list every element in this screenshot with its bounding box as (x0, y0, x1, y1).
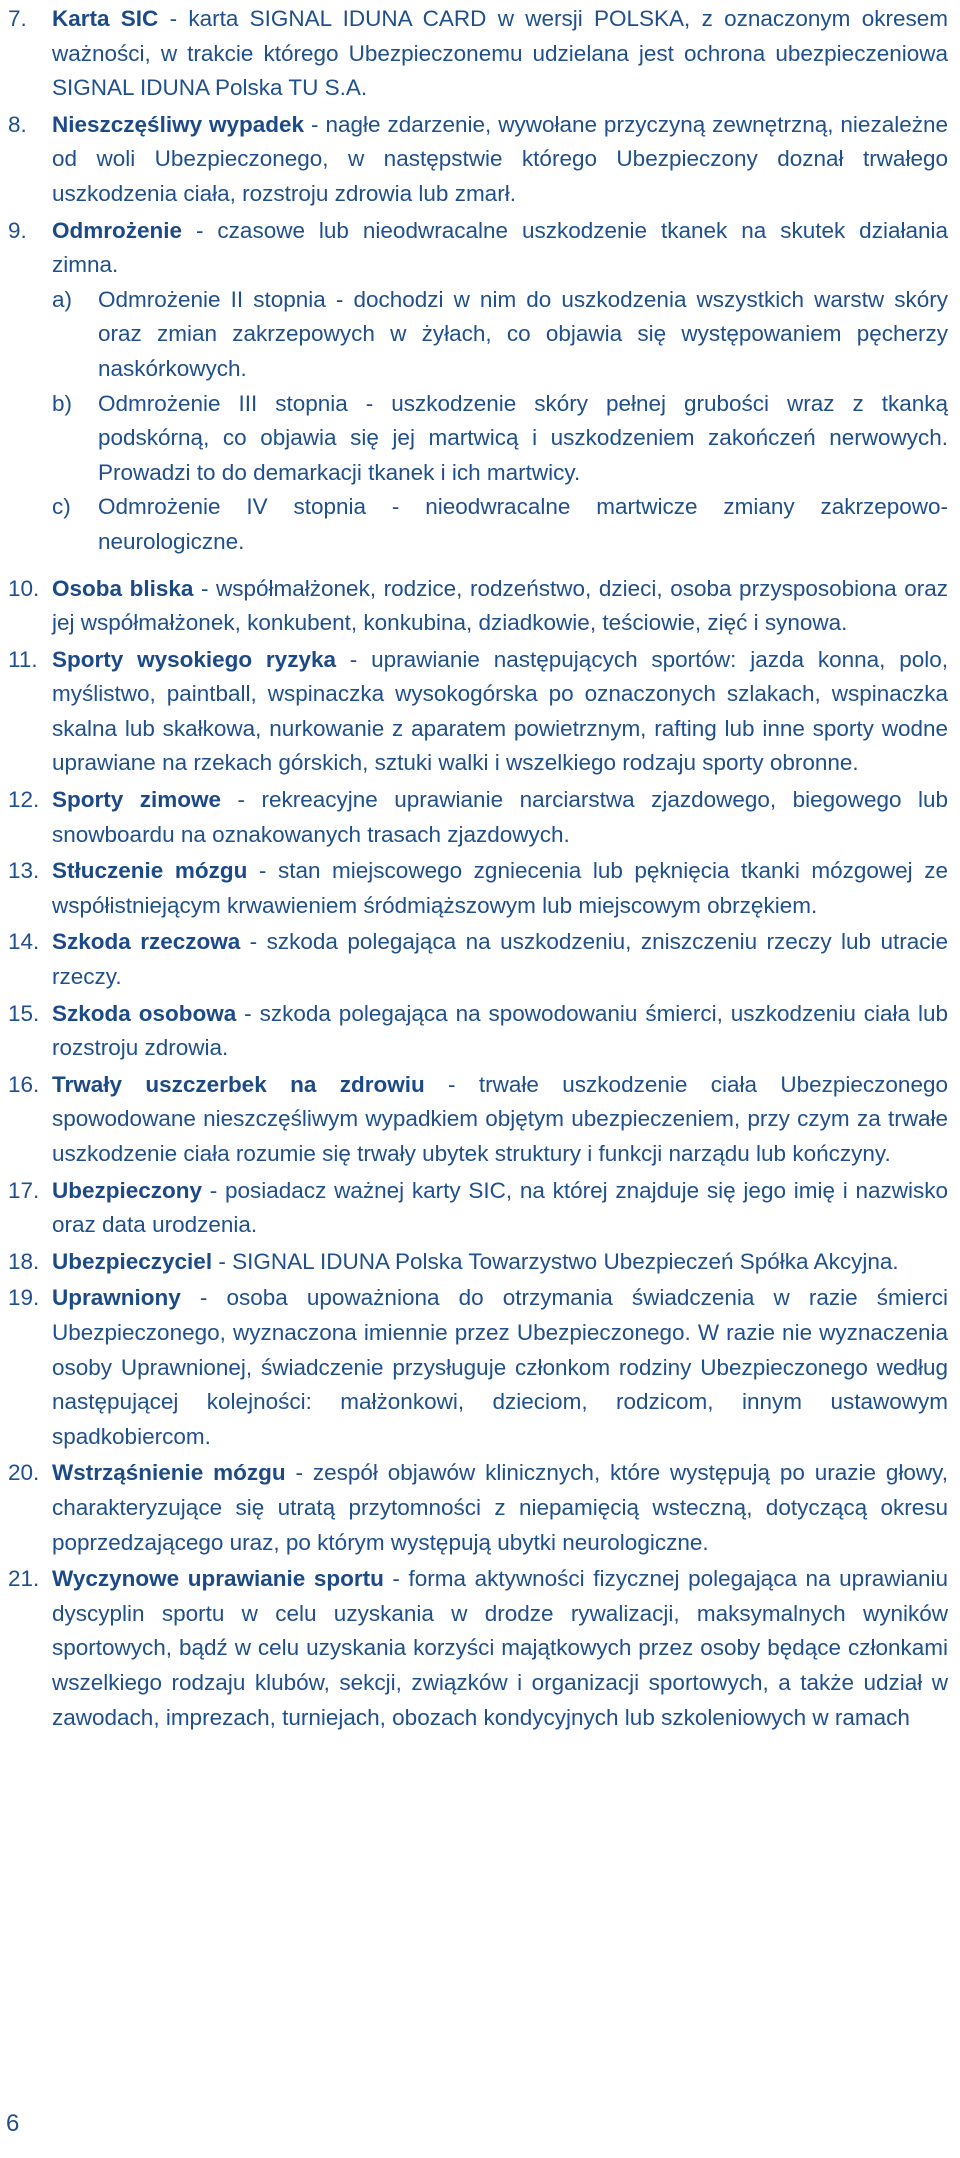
definition-number: 11. (8, 646, 38, 672)
definition-text: - SIGNAL IDUNA Polska Towarzystwo Ubezpieczeń Spółka Akcyjna. (212, 1248, 899, 1274)
subitem-text: Odmrożenie II stopnia - dochodzi w nim do uszkodzenia wszystkich warstw skóry oraz zmian zakrzepowych w żyłach, co objawia się występowaniem pęcherzy naskórkowych. (98, 286, 948, 381)
subitem-letter: a) (52, 286, 73, 312)
definition-term: Sporty wysokiego ryzyka (52, 646, 336, 672)
definition-item (0, 643, 960, 781)
definition-text: - zespół objawów klinicznych, które występują po urazie głowy, charakteryzujące się utratą przytomności z niepamięcią wsteczną, dotyczącą okresu poprzedzającego uraz, po którym występują ubytki neurologiczne. (52, 1460, 948, 1555)
page-number: 6 (6, 2110, 20, 2137)
definition-term: Karta SIC (52, 6, 159, 31)
definition-term: Trwały uszczerbek na zdrowiu (52, 1071, 425, 1097)
definition-number: 21. (8, 1566, 40, 1592)
frostbite-subitem (52, 490, 948, 559)
definition-number: 18. (8, 1248, 40, 1274)
frostbite-subitem (52, 387, 948, 491)
definition-item (0, 108, 960, 212)
definition-number: 13. (8, 858, 40, 884)
definition-number: 7. (8, 6, 27, 31)
definition-text: - stan miejscowego zgniecenia lub pęknięcia tkanki mózgowej ze współistniejącym krwawieniem śródmiąższowym lub miejscowym obrzękiem. (52, 858, 948, 918)
subitem-letter: c) (52, 494, 71, 520)
definition-text: - osoba upoważniona do otrzymania świadczenia w razie śmierci Ubezpieczonego, wyznaczona imiennie przez Ubezpieczonego. W razie nie wyznaczenia osoby Uprawnionej, świadczenie przysługuje członkom rodziny Ubezpieczonego według następującej kolejności: małżonkowi, dzieciom, rodzicom, innym ustawowym spadkobiercom. (52, 1285, 948, 1449)
definition-item (0, 997, 960, 1066)
definition-number: 15. (8, 1000, 40, 1026)
definition-item (0, 854, 960, 923)
definition-number: 10. (8, 575, 40, 601)
definition-number: 20. (8, 1460, 40, 1486)
definition-number: 8. (8, 111, 27, 137)
definition-term: Ubezpieczony (52, 1177, 203, 1203)
definition-text: - szkoda polegająca na spowodowaniu śmierci, uszkodzeniu ciała lub rozstroju zdrowia. (52, 1000, 948, 1061)
definition-text: - współmałżonek, rodzice, rodzeństwo, dzieci, osoba przysposobiona oraz jej współmałżonek, konkubent, konkubina, dziadkowie, teściowie, zięć i synowa. (52, 575, 948, 636)
definition-number: 19. (8, 1285, 40, 1311)
definition-number: 9. (8, 217, 27, 243)
definition-term: Szkoda osobowa (52, 1000, 237, 1026)
definition-term: Nieszczęśliwy wypadek (52, 111, 305, 137)
subitem-text: Odmrożenie III stopnia - uszkodzenie skóry pełnej grubości wraz z tkanką podskórną, co objawia się jej martwicą i uszkodzeniem zakończeń nerwowych. Prowadzi to do demarkacji tkanek i ich martwicy. (98, 390, 948, 485)
definition-item (0, 1174, 960, 1243)
definition-term: Odmrożenie (52, 217, 183, 243)
definition-text: - posiadacz ważnej karty SIC, na której znajduje się jego imię i nazwisko oraz data urodzenia. (52, 1177, 948, 1238)
definition-number: 17. (8, 1177, 40, 1203)
definition-item (0, 2, 960, 106)
definition-text: - karta SIGNAL IDUNA CARD w wersji POLSKA, z oznaczonym okresem ważności, w trakcie którego Ubezpieczonemu udzielana jest ochrona ubezpieczeniowa SIGNAL IDUNA Polska TU S.A. (52, 6, 948, 101)
frostbite-subitem (52, 283, 948, 387)
definition-text: - trwałe uszkodzenie ciała Ubezpieczonego spowodowane nieszczęśliwym wypadkiem objętym ubezpieczeniem, przy czym za trwałe uszkodzenie ciała rozumie się trwały ubytek struktury i funkcji narządu lub kończyny. (52, 1071, 948, 1166)
definition-number: 14. (8, 929, 40, 955)
definition-item (0, 214, 960, 560)
definition-term: Ubezpieczyciel (52, 1248, 213, 1274)
definition-number: 12. (8, 787, 40, 813)
definition-item (0, 1245, 960, 1280)
definition-number: 16. (8, 1071, 40, 1097)
definition-text: - czasowe lub nieodwracalne uszkodzenie tkanek na skutek działania zimna. (52, 217, 948, 278)
definition-text: - forma aktywności fizycznej polegająca na uprawianiu dyscyplin sportu w celu uzyskania w drodze rywalizacji, maksymalnych wyników sportowych, bądź w celu uzyskania korzyści majątkowych przez osoby będące członkami wszelkiego rodzaju klubów, sekcji, związków i organizacji sportowych, a także udział w zawodach, imprezach, turniejach, obozach kondycyjnych lub szkoleniowych w ramach (52, 1566, 948, 1730)
definition-item (0, 925, 960, 994)
definition-item (0, 572, 960, 641)
subitem-letter: b) (52, 390, 73, 416)
definition-item (0, 1068, 960, 1172)
definition-term: Uprawniony (52, 1285, 181, 1311)
definition-text: - rekreacyjne uprawianie narciarstwa zjazdowego, biegowego lub snowboardu na oznakowanych trasach zjazdowych. (52, 787, 948, 847)
definition-term: Sporty zimowe (52, 787, 222, 813)
definition-text: - uprawianie następujących sportów: jazda konna, polo, myślistwo, paintball, wspinaczka wysokogórska po oznaczonych szlakach, wspinaczka skalna lub skałkowa, nurkowanie z aparatem powietrznym, rafting lub inne sporty wodne uprawiane na rzekach górskich, sztuki walki i wszelkiego rodzaju sporty obronne. (52, 646, 948, 776)
definition-term: Wyczynowe uprawianie sportu (52, 1566, 384, 1592)
definition-term: Szkoda rzeczowa (52, 929, 241, 955)
definition-item (0, 1562, 960, 1735)
definition-term: Osoba bliska (52, 575, 194, 601)
definition-item (0, 1456, 960, 1560)
definition-term: Wstrząśnienie mózgu (52, 1460, 286, 1486)
subitem-text: Odmrożenie IV stopnia - nieodwracalne martwicze zmiany zakrzepowo-neurologiczne. (98, 494, 948, 554)
definition-item (0, 1281, 960, 1454)
definition-text: - nagłe zdarzenie, wywołane przyczyną zewnętrzną, niezależne od woli Ubezpieczonego, w następstwie którego Ubezpieczony doznał trwałego uszkodzenia ciała, rozstroju zdrowia lub zmarł. (52, 111, 948, 206)
definition-item (0, 783, 960, 852)
definition-term: Stłuczenie mózgu (52, 858, 248, 884)
definition-text: - szkoda polegająca na uszkodzeniu, zniszczeniu rzeczy lub utracie rzeczy. (52, 929, 948, 990)
